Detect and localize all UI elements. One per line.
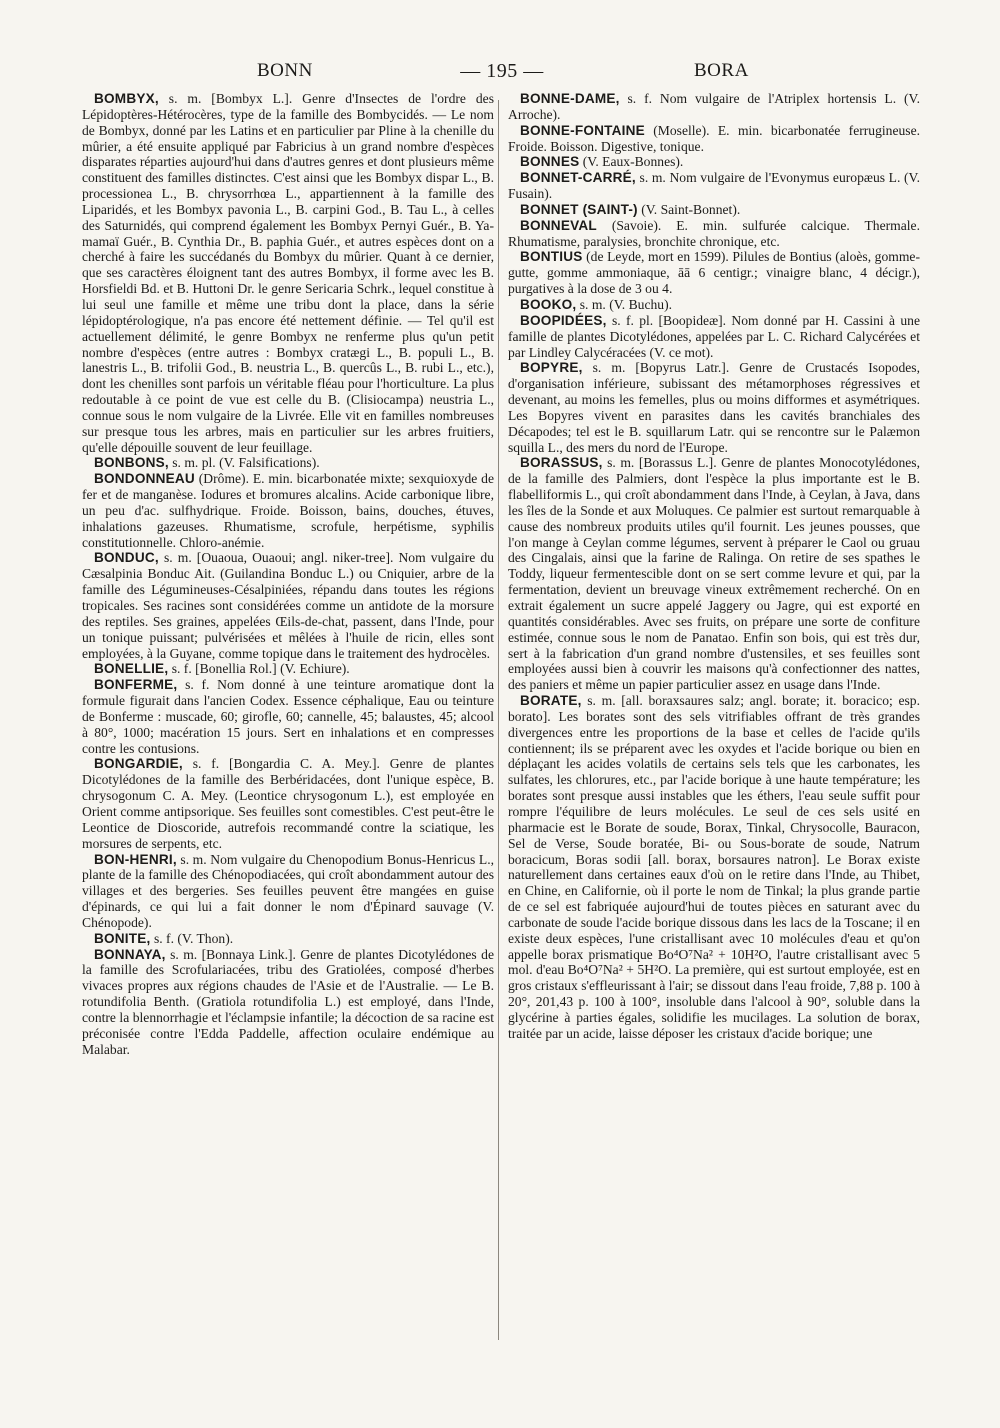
entry-text: s. m. Nom vulgaire de l'Evonymus europæus L. (V. Fusain). bbox=[508, 170, 920, 202]
page-number: — 195 — bbox=[460, 60, 544, 82]
dictionary-entry bbox=[82, 661, 494, 677]
dictionary-entry bbox=[508, 297, 920, 313]
dictionary-entry bbox=[82, 931, 494, 947]
entry-headword: BONBONS, bbox=[94, 455, 169, 471]
entry-text: s. m. pl. (V. Falsifications). bbox=[172, 455, 320, 471]
dictionary-entry bbox=[508, 91, 920, 123]
entry-text: (V. Saint-Bonnet). bbox=[641, 201, 741, 217]
entry-text: s. f. Nom donné à une teinture aromatique dont la formule figurait dans l'ancien Codex. Essence céphalique, Eau ou teinture de Bonferme : muscade, 60; girofle, 60; cannelle, 45; balaustes, 45; alcool à 80°, 1000; macération 15 jours. Sert en inhalations et en compresses contre les contusions. bbox=[82, 677, 494, 756]
entry-headword: BONTIUS bbox=[520, 249, 583, 265]
dictionary-entry bbox=[508, 360, 920, 455]
entry-text: s. m. [Bonnaya Link.]. Genre de plantes Dicotylédones de la famille des Scrofulariacées, tribu des Gratiolées, composé d'herbes vivaces propres aux régions chaudes de l'Asie et de l'Australie. — Le B. rotundifolia Benth. (Gratiola rotundifolia L.) est employé, dans l'Inde, contre la blennorrhagie et l'éclampsie infantile; la décoction de sa racine est préconisée contre l'Edda Paddelle, affection oculaire endémique au Malabar. bbox=[82, 946, 494, 1057]
dictionary-entry bbox=[508, 202, 920, 218]
entry-headword: BONNE-FONTAINE bbox=[520, 122, 645, 138]
entry-text: s. f. pl. [Boopideæ]. Nom donné par H. Cassini à une famille de plantes Dicotylédones, appelées par L. C. Richard Calycérées et par Lindley Calycéracées (V. ce mot). bbox=[508, 312, 920, 360]
entry-text: (de Leyde, mort en 1599). Pilules de Bontius (aloès, gomme-gutte, gomme ammoniaque, āā 6 centigr.; vinaigre blanc, 4 décigr.), purgatives à la dose de 3 ou 4. bbox=[508, 249, 920, 297]
dictionary-entry bbox=[508, 249, 920, 297]
dictionary-entry bbox=[82, 91, 494, 455]
entry-text: s. f. Nom vulgaire de l'Atriplex hortensis L. (V. Arroche). bbox=[508, 91, 920, 122]
entry-headword: BONELLIE, bbox=[94, 661, 169, 677]
entry-text: s. m. [Bopyrus Latr.]. Genre de Crustacés Isopodes, d'organisation inférieure, subissant des métamorphoses régressives et devenant, au moins les femelles, plus ou moins difformes et asymétriques. Les Bopyres vivent en parasites dans les cavités branchiales des Décapodes; tel est le B. squillarum Latr. qui se rencontre sur le Palæmon squilla L., des mers du nord de l'Europe. bbox=[508, 360, 920, 455]
entry-headword: BONNAYA, bbox=[94, 946, 166, 962]
dictionary-entry bbox=[508, 154, 920, 170]
entry-text: s. f. [Bongardia C. A. Mey.]. Genre de plantes Dicotylédones de la famille des Berbéridacées, dont l'unique espèce, B. chrysogonum C. A. Mey. (Leontice chrysogonum L.), est employée en Orient comme antipsorique. Ses feuilles sont comestibles. C'est peut-être le Leontice de Dioscoride, autrefois recommandé contre la sciatique, les morsures de serpents, etc. bbox=[82, 756, 494, 851]
entry-text: s. f. (V. Thon). bbox=[153, 930, 234, 946]
entry-text: s. f. [Bonellia Rol.] (V. Echiure). bbox=[171, 661, 350, 677]
column-divider bbox=[498, 100, 499, 1340]
dictionary-entry bbox=[508, 123, 920, 155]
dictionary-entry bbox=[82, 677, 494, 756]
running-head-left: BONN bbox=[257, 60, 313, 81]
dictionary-entry bbox=[508, 170, 920, 202]
dictionary-entry bbox=[82, 947, 494, 1058]
entry-headword: BONGARDIE, bbox=[94, 756, 183, 772]
entry-headword: BOMBYX, bbox=[94, 91, 159, 106]
entry-headword: BONNES bbox=[520, 154, 580, 170]
entry-headword: BORASSUS, bbox=[520, 455, 603, 471]
entry-headword: BOOPIDÉES, bbox=[520, 312, 607, 328]
dictionary-entry bbox=[82, 852, 494, 931]
entry-text: s. m. [Borassus L.]. Genre de plantes Monocotylédones, de la famille des Palmiers, dont l'espèce la plus importante est le B. flabelliformis L., qui croît abondamment dans l'Inde, à Ceylan, à Java, dans les îles de la Sonde et aux Moluques. Ce palmier est surtout remarquable à cause des nombreux produits utiles qu'il fournit. Les jeunes pousses, que l'on mange à Ceylan comme légumes, servent à préparer le Caol ou gruau des Cingalais, ainsi que la farine de Ralinga. On retire de ses spathes le Toddy, liqueur fermentescible dont on se sert comme levure et qui, par la fermentation, devient un breuvage vineux extrêmement recherché. On en extrait également un sucre appelé Jaggery ou Jagre, qui est exporté en quantités considérables. Avec ses fruits, on prépare une sorte de confiture estimée, connue sous le nom de Panatao. Enfin son bois, qui est très dur, sert à la fabrication d'un grand nombre d'ustensiles, et ses feuilles sont employées aussi bien à couvrir les maisons qu'à confectionner des nattes, des paniers et même un papier particulier assez en usage dans l'Inde. bbox=[508, 455, 920, 693]
entry-headword: BONFERME, bbox=[94, 677, 178, 693]
dictionary-entry bbox=[82, 455, 494, 471]
entry-headword: BOPYRE, bbox=[520, 360, 583, 376]
running-head bbox=[82, 60, 920, 86]
entry-headword: BONITE, bbox=[94, 930, 151, 946]
entry-text: (V. Eaux-Bonnes). bbox=[582, 154, 684, 170]
entry-headword: BONNEVAL bbox=[520, 217, 597, 233]
entry-headword: BON-HENRI, bbox=[94, 851, 177, 867]
entry-text: s. m. (V. Buchu). bbox=[579, 296, 673, 312]
dictionary-entry bbox=[82, 471, 494, 550]
entry-headword: BOOKO, bbox=[520, 296, 577, 312]
entry-headword: BONNET-CARRÉ, bbox=[520, 170, 636, 186]
entry-text: (Moselle). E. min. bicarbonatée ferrugineuse. Froide. Boisson. Digestive, tonique. bbox=[508, 122, 920, 154]
running-head-right: BORA bbox=[694, 60, 749, 81]
entry-headword: BONNET (SAINT-) bbox=[520, 201, 638, 217]
entry-headword: BORATE, bbox=[520, 693, 582, 709]
entry-text: s. m. Nom vulgaire du Chenopodium Bonus-Henricus L., plante de la famille des Chénopodiacées, qui croît abondamment autour des villages et des bergeries. Ses feuilles peuvent être mangées en guise d'épinards, ce qui lui a fait donner le nom d'Épinard sauvage (V. Chénopode). bbox=[82, 851, 494, 930]
entry-text: s. m. [Bombyx L.]. Genre d'Insectes de l'ordre des Lépidoptères-Hétérocères, type de la famille des Bombycidés. — Le nom de Bombyx, donné par les Latins et en particulier par Pline à la chenille du mûrier, a été ensuite appliqué par Fabricius à un grand nombre d'espèces disparates réparties aujourd'hui dans d'autres genres et dont plusieurs même constituent des familles distinctes. C'est ainsi que les Bombyx dispar L., B. processionea L., B. chrysorrhœa L., appartiennent à la famille des Liparidés, et les Bombyx pavonia L., B. carpini God., B. Tau L., à celles des Saturnidés, qui comprend également les Bombyx Pernyi Guér., B. Ya-mamaï Guér., B. Cynthia Dr., B. paphia Guér., et autres espèces dont on a cherché à faire les succédanés du Bombyx du mûrier. Quant à ce dernier, que ses caractères éloignent tant des autres Bombyx, il forme avec les B. Horsfieldi Bd. et B. Huttoni Dr. le genre Sericaria Schrk., lequel constitue à lui seul une famille et même une tribu dont la place, dans la série lépidoptérologique, n'a pas encore été nettement définie. — Tel qu'il est actuellement délimité, le genre Bombyx ne renferme plus qu'un petit nombre d'espèces (entre autres : Bombyx cratægi L., B. populi L., B. lanestris L., B. trifolii God., B. neustria L., B. quercûs L., B. rubi L., etc.), dont les chenilles sont parfois un véritable fléau pour l'horticulture. La plus redoutable à ce point de vue est celle du B. (Clisiocampa) neustria L., connue sous le nom vulgaire de la Livrée. Elle vit en familles nombreuses sur presque tous les arbres, mais en particulier sur les arbres fruitiers, qu'elle dépouille souvent de leur feuillage. bbox=[82, 91, 494, 455]
dictionary-entry bbox=[508, 693, 920, 1042]
right-column bbox=[508, 91, 920, 1042]
entry-text: (Drôme). E. min. bicarbonatée mixte; sexquioxyde de fer et de manganèse. Iodures et bromures alcalins. Acide carbonique libre, un peu d'ac. sulfhydrique. Froide. Boisson, bains, douches, étuves, inhalations gazeuses. Rhumatisme, scrofule, herpétisme, syphilis constitutionnelle. Chloro-anémie. bbox=[82, 471, 494, 550]
entry-text: s. m. [all. boraxsaures salz; angl. borate; it. boracico; esp. borato]. Les borates sont des sels vitrifiables offrant de très grandes divergences entre les proportions de la base et celles de l'acide qu'ils contiennent; ils se préparent avec les oxydes et l'acide borique ou bien en déplaçant les acides volatils de certains sels tels que les carbonates, les sulfates, les chlorures, etc., par l'acide borique à une haute température; les borates sont presque aussi instables que les éthers, l'eau seule suffit pour rompre l'équilibre de leurs molécules. Le seul de ces sels usité en pharmacie est le Borate de soude, Borax, Tinkal, Chrysocolle, Bauracon, Sel de Verse, Soude boratée, Bi- ou Sous-borate de soude, Natrum boracicum, Boras sodii [all. borax, borsaures natron]. Le Borax existe naturellement dans certaines eaux d'où on le retire dans l'Inde, au Thibet, en Chine, en Californie, où il porte le nom de Tinkal; la plus grande partie de ce sel est fabriquée aujourd'hui de toutes pièces en saturant avec du carbonate de soude l'acide borique dissous dans les lacs de la Toscane; il en existe deux espèces, l'une cristallisant avec 10 molécules d'eau et qu'on appelle borax prismatique Bo⁴O⁷Na² + 10H²O, l'autre cristallisant avec 5 mol. d'eau Bo⁴O⁷Na² + 5H²O. La première, qui est surtout employée, est en gros cristaux s'effleurissant à l'air; se dissout dans l'eau froide, 7,88 p. 100 à 20°, 201,43 p. 100 à 100°, insoluble dans l'alcool à 90°, soluble dans la glycérine à parties égales, solidifie les mucilages. La solution de borax, traitée par un acide, laisse déposer les cristaux d'acide borique; une bbox=[508, 693, 920, 1041]
entry-text: (Savoie). E. min. sulfurée calcique. Thermale. Rhumatisme, paralysies, bronchite chronique, etc. bbox=[508, 217, 920, 249]
entry-headword: BONNE-DAME, bbox=[520, 91, 620, 106]
dictionary-entry bbox=[508, 455, 920, 693]
entry-text: s. m. [Ouaoua, Ouaoui; angl. niker-tree]. Nom vulgaire du Cæsalpinia Bonduc Ait. (Guilandina Bonduc L.) ou Cniquier, arbre de la famille des Légumineuses-Césalpiniées, répandu dans toutes les régions tropicales. Ses racines sont considérées comme un antidote de la morsure des reptiles. Ses graines, appelées Œils-de-chat, passent, dans l'Inde, pour un tonique puissant; pulvérisées et mêlées à l'huile de ricin, elles sont employées, à la Guyane, comme topique dans le traitement des hydrocèles. bbox=[82, 550, 494, 661]
dictionary-entry bbox=[82, 550, 494, 661]
dictionary-entry bbox=[82, 756, 494, 851]
entry-headword: BONDONNEAU bbox=[94, 471, 195, 487]
entry-headword: BONDUC, bbox=[94, 550, 159, 566]
left-column bbox=[82, 91, 494, 1057]
dictionary-entry bbox=[508, 218, 920, 250]
dictionary-entry bbox=[508, 313, 920, 361]
